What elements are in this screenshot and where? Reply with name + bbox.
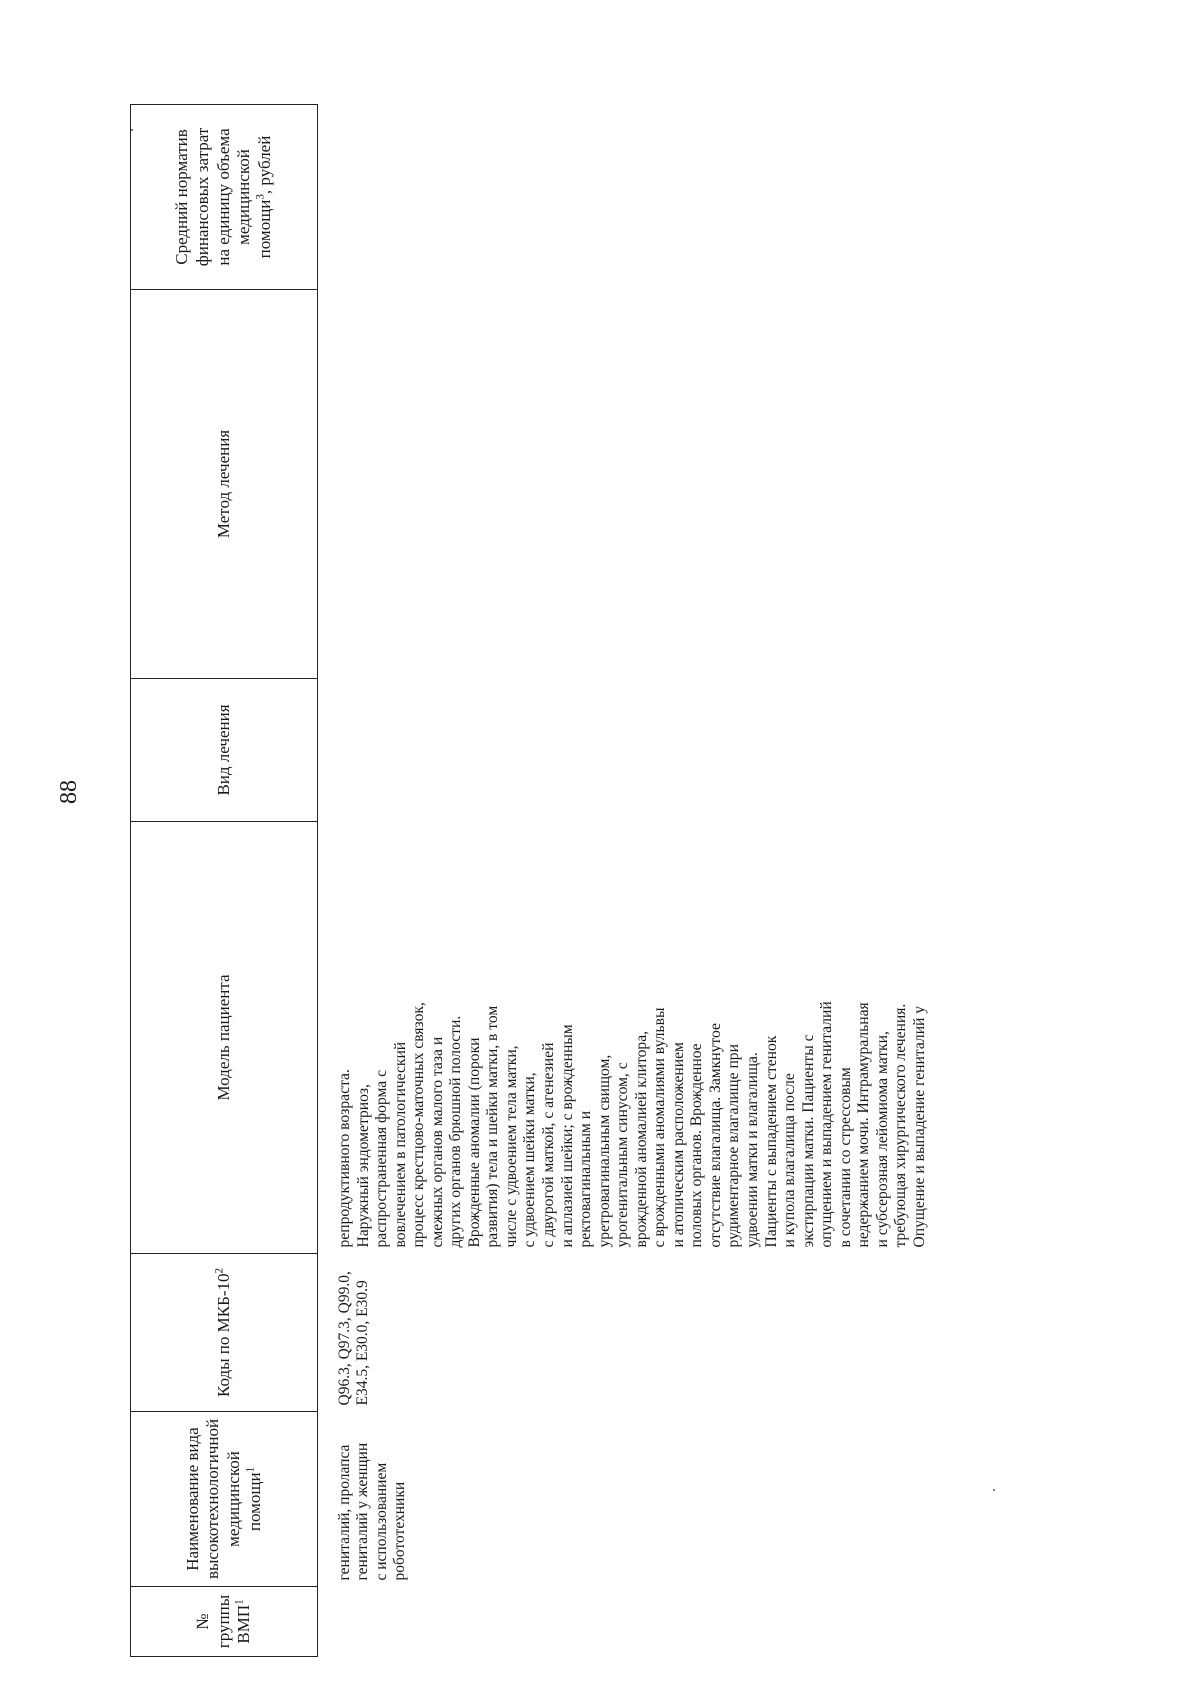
cell-average-cost (318, 105, 930, 290)
vmp-table (130, 104, 930, 1657)
cell-vmp-name: гениталий, пролапса гениталий у женщин с использованием робототехники (336, 1442, 408, 1581)
header-vmp-name: Наименование вида высокотехнологичной медицинской помощи$^1$ (131, 1412, 318, 1587)
header-group-number: № группы ВМП$^1$ (131, 1587, 318, 1657)
scan-speck (993, 1489, 995, 1491)
cell-patient-model: репродуктивного возраста. Наружный эндометриоз, распространенная форма с вовлечением в патологический процесс крестцово-маточных связок, смежных органов малого таза и других органов брюшной полости. Врожденные аномалии (пороки развития) тела и шейки матки, в том числе с удвоением тела матки, с удвоением шейки матки, с двурогой маткой, с агенезией и аплазией шейки; с врожденным ректовагинальным и уретровагинальным свищом, урогенитальным синусом, с врожденной аномалией клитора, с врожденными аномалиями вульвы и атопическим расположением половых органов. Врожденное отсутствие влагалища. Замкнутое рудиментарное влагалище при удвоении матки и влагалища. Пациенты с выпадением стенок и купола влагалища после экстирпации матки. Пациенты с опущением и выпадением гениталий в сочетании со стрессовым недержанием мочи. Интрамуральная и субсерозная лейомиома матки, требующая хирургического лечения. Опущение и выпадение гениталий у (336, 1001, 928, 1248)
page-number: 88 (56, 780, 82, 804)
header-treatment-method: Метод лечения (131, 290, 318, 679)
table-header-row (131, 105, 318, 1657)
header-icd-codes: Коды по МКБ-$10^2$ (131, 1254, 318, 1412)
cell-group-number (318, 1587, 930, 1657)
header-treatment-type: Вид лечения (131, 679, 318, 822)
cell-treatment-method (318, 290, 930, 679)
header-average-cost: Средний норматив финансовых затрат на единицу объема медицинской помощи$^3$, рублей (131, 105, 318, 290)
cell-treatment-type (318, 679, 930, 822)
scan-speck (131, 129, 133, 131)
header-patient-model: Модель пациента (131, 822, 318, 1254)
table-row (318, 105, 930, 1657)
cell-icd-codes: Q96.3, Q97.3, Q99.0, E34.5, E30.0, E30.9 (336, 1271, 372, 1406)
